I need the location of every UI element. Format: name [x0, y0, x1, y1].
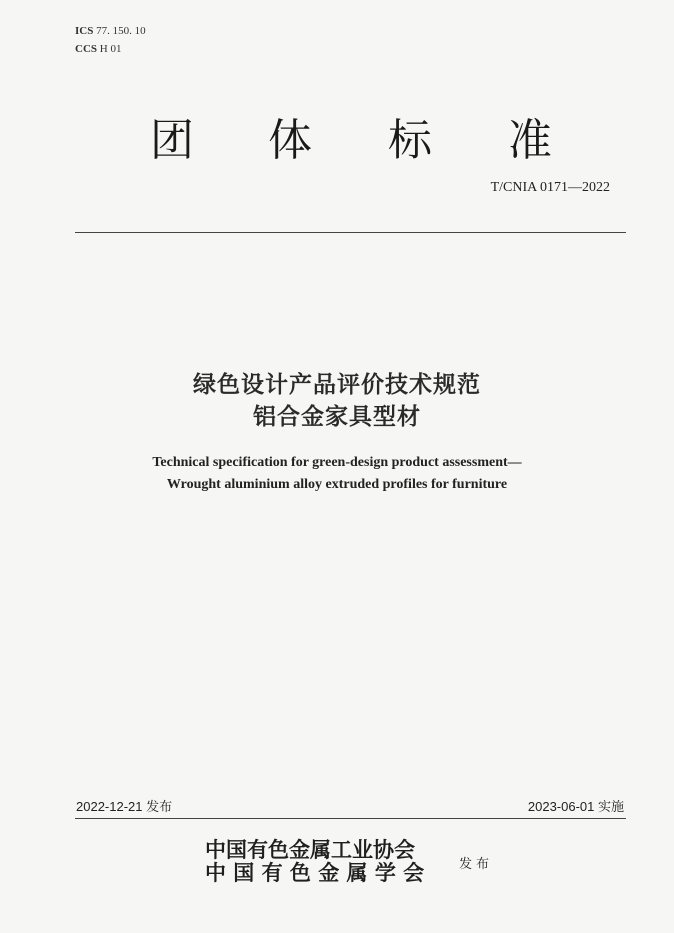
implementation-date: 2023-06-01 实施 — [527, 799, 624, 814]
publisher-1: 中国有色金属工业协会 — [205, 837, 415, 862]
document-type-heading — [0, 104, 674, 164]
publisher-2: 中 国 有 色 金 属 学 会 — [205, 860, 425, 885]
title-cn-line2: 铝合金家具型材 — [253, 404, 421, 430]
doc-type-char: 体 — [268, 115, 312, 166]
standard-number: T/CNIA 0171—2022 — [490, 180, 610, 195]
classification-codes — [75, 22, 146, 58]
footer-divider — [75, 818, 626, 819]
publish-label: 发布 — [459, 857, 494, 872]
ccs-code: CCS H 01 — [75, 43, 122, 55]
title-en-line1: Technical specification for green-design product assessment— — [152, 455, 522, 470]
doc-type-char: 准 — [508, 115, 552, 166]
header-divider — [75, 232, 626, 233]
issue-date: 2022-12-21 发布 — [76, 799, 173, 814]
publishers — [205, 838, 424, 884]
title-cn-line1: 绿色设计产品评价技术规范 — [193, 372, 481, 398]
title-en-line2: Wrought aluminium alloy extruded profiles for furniture — [166, 477, 508, 492]
doc-type-char: 标 — [388, 115, 432, 166]
ics-code: ICS 77. 150. 10 — [75, 25, 146, 37]
doc-type-char: 团 — [150, 115, 194, 166]
